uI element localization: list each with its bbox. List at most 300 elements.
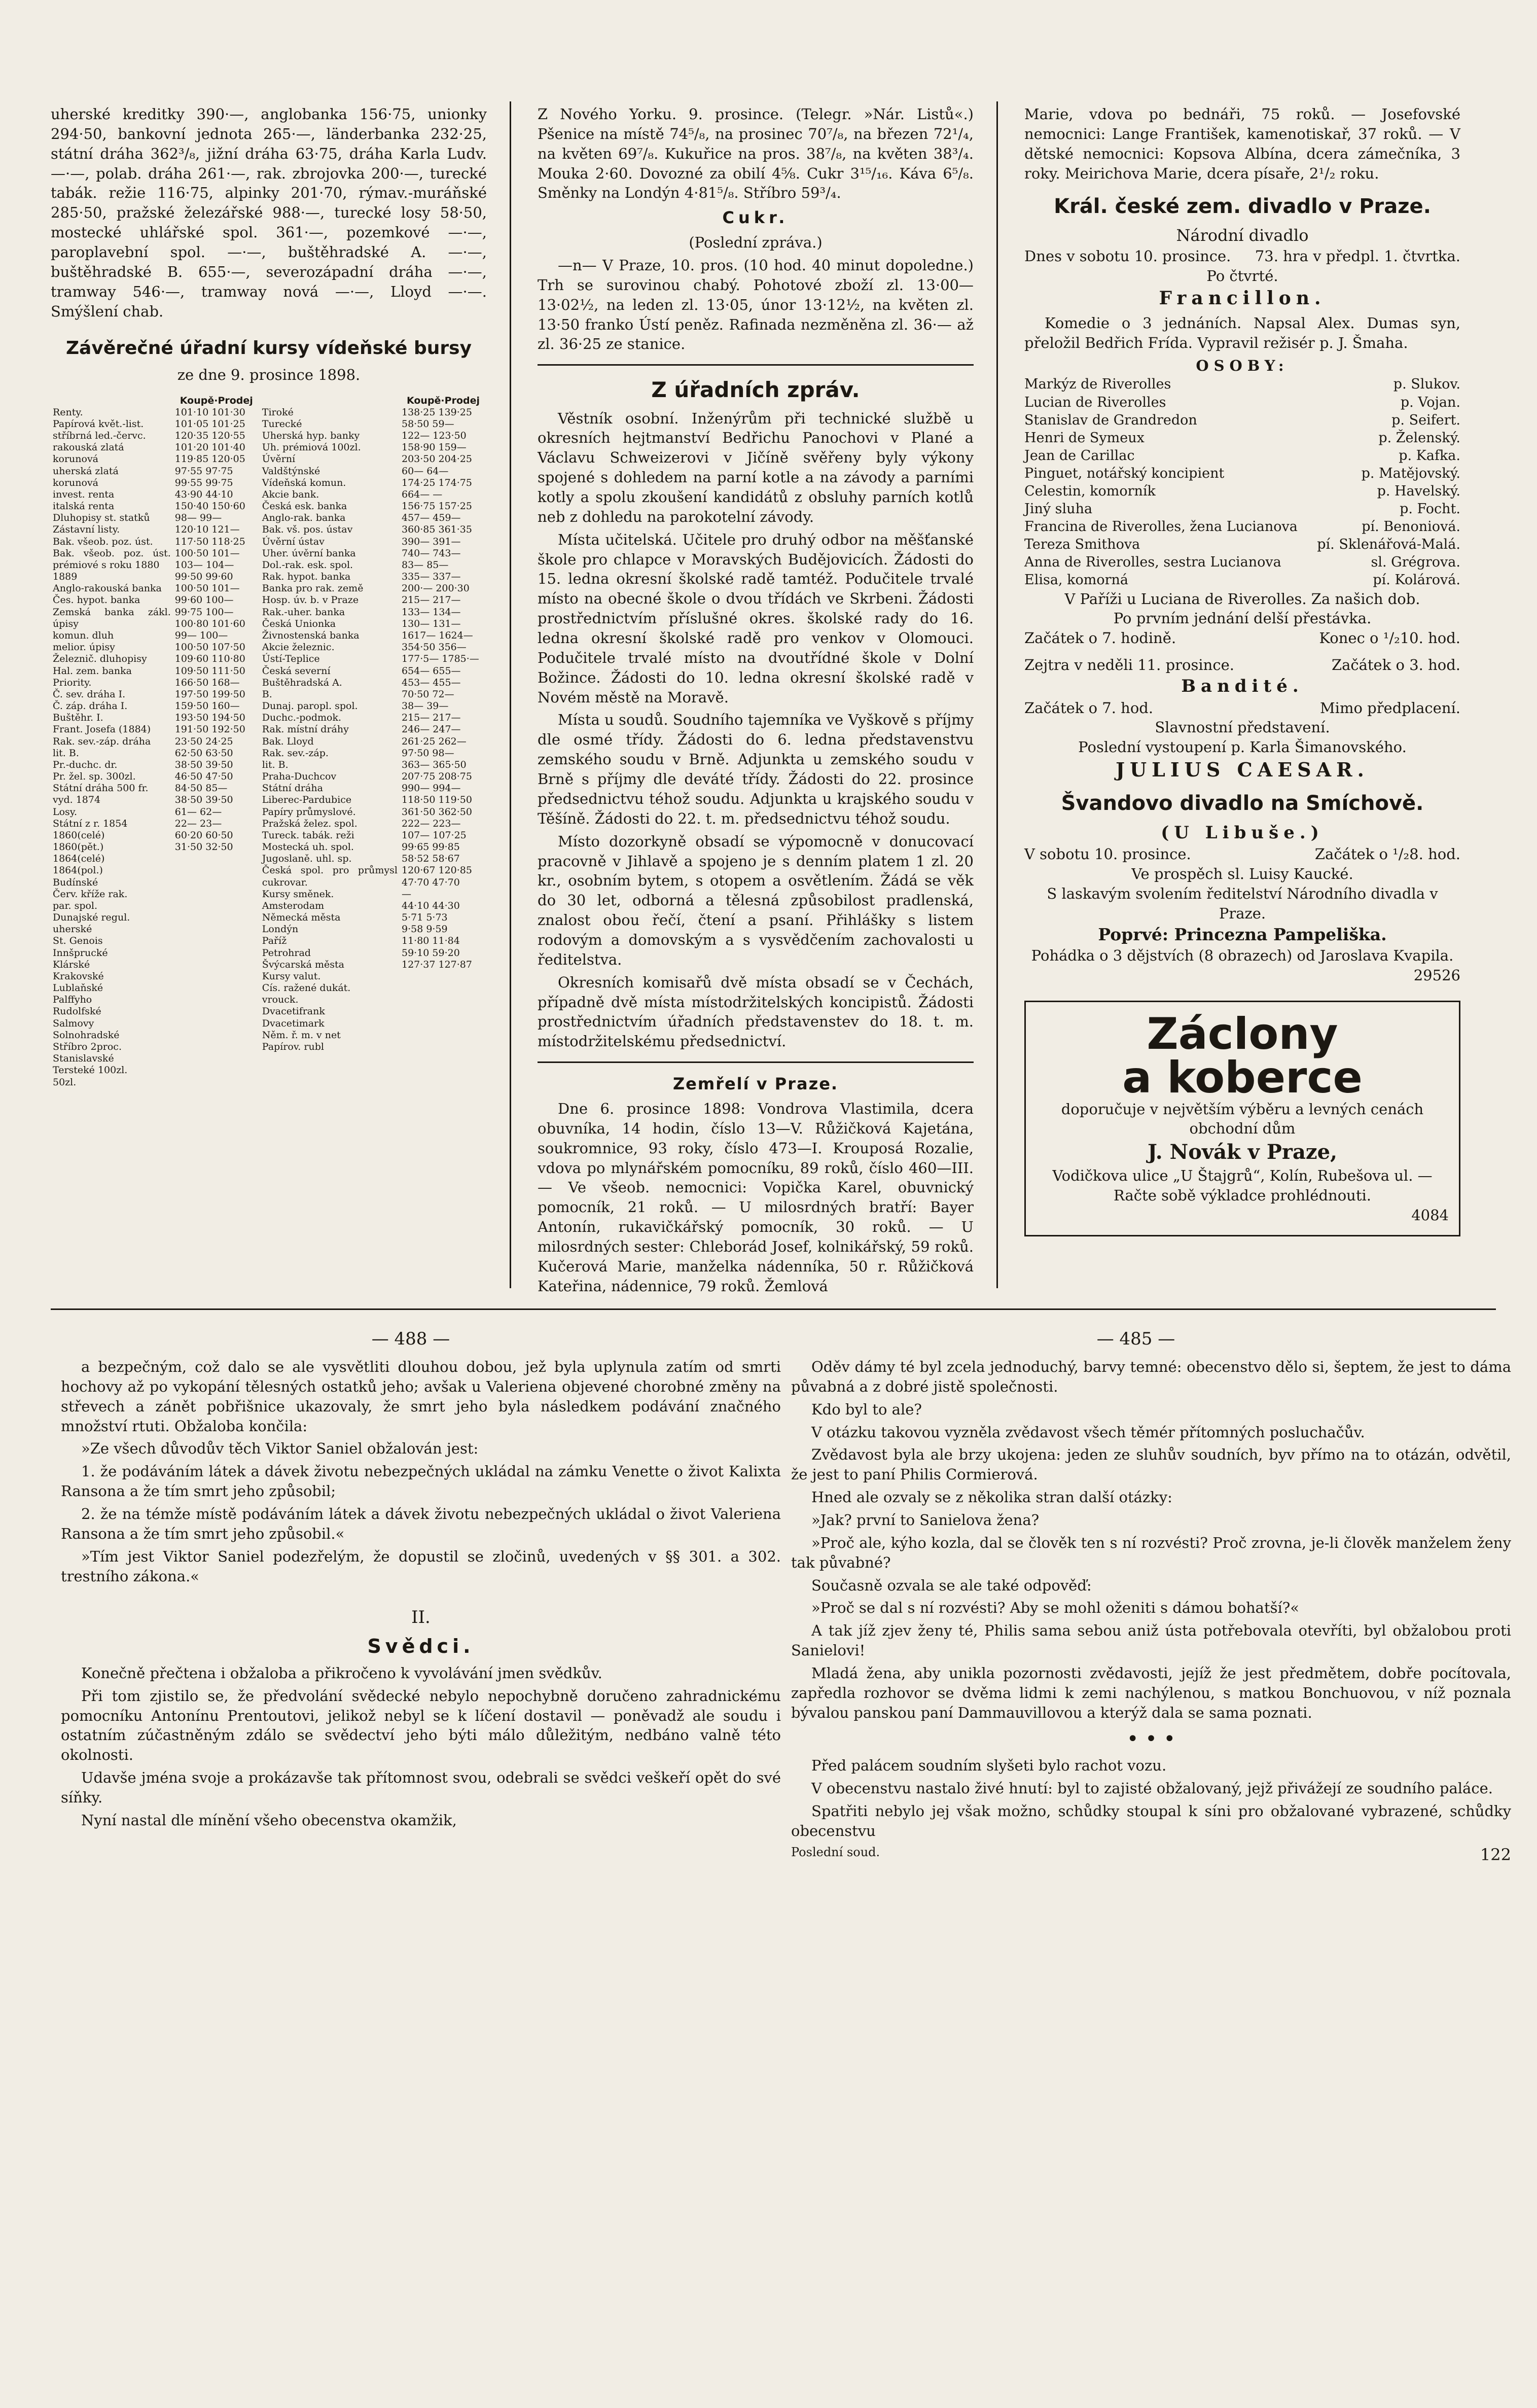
cast-row bbox=[1024, 394, 1460, 411]
kurs-value: 390— 391— bbox=[401, 536, 461, 547]
divider bbox=[538, 1061, 974, 1063]
cast-actor: p. Havelský. bbox=[1377, 483, 1460, 499]
kurs-label: Něm. ř. m. v net bbox=[262, 1029, 341, 1041]
kurs-value: 127·37 127·87 bbox=[401, 959, 472, 970]
kurs-label: Akcie železnic. bbox=[262, 642, 335, 653]
newspaper-page bbox=[51, 101, 1511, 2374]
kurs-label: Státní z r. 1854 bbox=[53, 818, 128, 829]
kurs-value: 138·25 139·25 bbox=[401, 406, 472, 418]
kurs-label: Londýn bbox=[262, 924, 299, 935]
kurs-label: 1864(pol.) bbox=[53, 865, 103, 876]
kurs-value: 133— 134— bbox=[401, 606, 461, 618]
cast-actor: p. Kafka. bbox=[1399, 447, 1460, 464]
para: »Tím jest Viktor Saniel podezřelým, že dopustil se zločinů, uvedených v §§ 301. a 302. trestního zákona.« bbox=[61, 1547, 781, 1585]
sv-date: V sobotu 10. prosince. bbox=[1024, 845, 1191, 863]
kurs-label: Krakovské bbox=[53, 970, 104, 982]
para: Kdo byl to ale? bbox=[811, 1400, 922, 1418]
kurs-left-labels bbox=[51, 407, 173, 1088]
kurs-label: Frant. Josefa (1884) bbox=[53, 724, 151, 735]
kurs-label: Stříbro 2proc. bbox=[53, 1041, 122, 1052]
kurs-date: ze dne 9. prosince 1898. bbox=[177, 366, 361, 383]
kurs-label: korunová bbox=[53, 453, 99, 465]
kurs-label: Dvacetimark bbox=[262, 1017, 325, 1029]
kurs-label: Rak. sev.-záp. dráha bbox=[53, 735, 151, 747]
cast-actor: p. Vojan. bbox=[1400, 394, 1460, 410]
kurs-value: 83— 85— bbox=[401, 559, 449, 571]
kurs-label: komun. dluh bbox=[53, 629, 114, 641]
para: 2. že na témže místě podáváním látek a dávek životu nebezpečných ukládal o život Valeriena Ransona a že tím smrt jeho způsobil.« bbox=[61, 1505, 781, 1542]
kurs-label: St. Genois bbox=[53, 935, 103, 947]
column-1 bbox=[51, 101, 487, 1088]
cast-row bbox=[1024, 553, 1460, 571]
para: V obecenstvu nastalo živé hnutí: byl to zajisté obžalovaný, jejž přivážejí ze soudního paláce. bbox=[811, 1780, 1493, 1797]
kurs-value: 101·10 101·30 bbox=[174, 406, 245, 418]
kurs-label: Rak. sev.-záp. bbox=[262, 747, 329, 759]
nd-last: Poslední vystoupení p. Karla Šimanovského. bbox=[1078, 738, 1407, 756]
kurs-value: 23·50 24·25 bbox=[174, 735, 233, 747]
kurs-value: 261·25 262— bbox=[401, 735, 467, 747]
kurs-value: 101·05 101·25 bbox=[174, 418, 245, 430]
kurs-label: Anglo-rakouská banka bbox=[53, 583, 162, 594]
kurs-label: Německá města bbox=[262, 912, 341, 924]
cast-actor: pí. Kolárová. bbox=[1373, 572, 1460, 588]
zemreli-title: Zemřelí v Praze. bbox=[672, 1074, 839, 1094]
kurs-value: 120·67 120·85 bbox=[401, 865, 472, 876]
cast-actor: p. Slukov. bbox=[1393, 376, 1460, 393]
cast-row bbox=[1024, 411, 1460, 429]
nd-first: Po prvním jednání delší přestávka. bbox=[1113, 610, 1372, 627]
kurs-label: vrouck. bbox=[262, 994, 299, 1006]
kurs-label: Solnohradské bbox=[53, 1029, 120, 1041]
kurs-label: Uher. úvěrní banka bbox=[262, 547, 356, 559]
kurs-value: 98— 99— bbox=[174, 512, 222, 524]
kurs-value: 97·50 98— bbox=[401, 747, 454, 759]
section-number: II. bbox=[411, 1607, 431, 1628]
kurs-label: Stanislavské bbox=[53, 1053, 114, 1065]
kurs-label: Innšprucké bbox=[53, 947, 108, 959]
kurs-value: 11·80 11·84 bbox=[401, 935, 460, 947]
kurs-label: rakouská zlatá bbox=[53, 442, 124, 453]
kurs-value: 664— — bbox=[401, 488, 443, 500]
kurs-value: 31·50 32·50 bbox=[174, 841, 233, 853]
kurs-label: invest. renta bbox=[53, 488, 115, 500]
kurs-value: 197·50 199·50 bbox=[174, 688, 245, 700]
kurs-value: 335— 337— bbox=[401, 571, 461, 583]
kurs-label: Státní dráha bbox=[262, 783, 323, 794]
kurs-label: Státní dráha 500 fr. bbox=[53, 783, 149, 794]
nd-play3: JULIUS CAESAR. bbox=[1116, 758, 1369, 782]
nd-desc: Komedie o 3 jednáních. Napsal Alex. Dumas syn, přeložil Bedřich Frída. Vypravil režisér p. J. Šmaha. bbox=[1024, 314, 1460, 351]
kurs-label: Dvacetifrank bbox=[262, 1006, 325, 1017]
page-number-left: — 488 — bbox=[371, 1329, 450, 1349]
kurs-value: 109·50 111·50 bbox=[174, 665, 245, 677]
kurs-label: Zemská banka zákl. úpisy bbox=[53, 606, 171, 629]
kurs-value: 22— 23— bbox=[174, 818, 222, 829]
column-2 bbox=[538, 101, 974, 1299]
nd-slav: Slavnostní představení. bbox=[1155, 719, 1330, 736]
kurs-label: Petrohrad bbox=[262, 947, 311, 959]
kurs-label: Cís. ražené dukát. bbox=[262, 982, 351, 994]
kurs-label: Palffyho bbox=[53, 994, 92, 1006]
nd-hra: 73. hra v předpl. 1. čtvrtka. bbox=[1255, 247, 1460, 265]
kurs-label: Tureck. tabák. reži bbox=[262, 829, 354, 841]
cast-actor: p. Želenský. bbox=[1378, 430, 1460, 446]
kurs-label: Valdštýnské bbox=[262, 465, 320, 477]
ad-line2: Vodičkova ulice „U Štajgrů“, Kolín, Rubešova ul. — Račte sobě výkladce prohlédnouti. bbox=[1052, 1166, 1433, 1204]
kurs-label: Česká Unionka bbox=[262, 618, 336, 629]
kurs-label: Hal. zem. banka bbox=[53, 665, 132, 677]
sv-num: 29526 bbox=[1413, 966, 1460, 984]
divider bbox=[538, 364, 974, 366]
kurs-label: Kursy valut. bbox=[262, 970, 321, 982]
kurs-label: Červ. kříže rak. bbox=[53, 888, 128, 900]
kurs-label: Vídeňská komun. bbox=[262, 477, 346, 488]
kurs-table bbox=[51, 395, 487, 1088]
kurs-label: 1889 bbox=[53, 571, 78, 583]
kurs-label: korunová bbox=[53, 477, 99, 488]
kurs-label: Železnič. dluhopisy bbox=[53, 653, 147, 665]
kurs-label: Papíry průmyslové. bbox=[262, 806, 356, 818]
kurs-value: 103— 104— bbox=[174, 559, 234, 571]
cast-row bbox=[1024, 536, 1460, 553]
nd-ctvrte: Po čtvrté. bbox=[1206, 267, 1278, 285]
cast-actor: pí. Benoniová. bbox=[1362, 519, 1460, 535]
para: Konečně přečtena i obžaloba a přikročeno k vyvolávání jmen svědkův. bbox=[81, 1664, 602, 1682]
kurs-value: 43·90 44·10 bbox=[174, 488, 233, 500]
kurs-value: 38— 39— bbox=[401, 700, 449, 712]
para: Hned ale ozvaly se z několika stran další otázky: bbox=[811, 1489, 1172, 1506]
kurs-label: stříbrná led.-červc. bbox=[53, 430, 146, 442]
kurs-label: Úvěrní ústav bbox=[262, 536, 325, 547]
cast-role: Henri de Symeux bbox=[1024, 430, 1145, 446]
newyork-report: Z Nového Yorku. 9. prosince. (Telegr. »Nár. Listů«.) Pšenice na místě 74⁵/₈, na prosinec 70⁷/₈, na březen 72¹/₄, na květen 69⁷/₈. Kukuřice na pros. 38⁷/₈, na květen 38³/₄. Mouka 2·60. Dovozné za obilí 4⅝. Cukr 3¹⁵/₁₆. Káva 6⁵/₈. Směnky na Londýn 4·81⁵/₈. Stříbro 59³/₄. bbox=[538, 105, 974, 202]
kurs-value: 97·55 97·75 bbox=[174, 465, 233, 477]
cast-row bbox=[1024, 482, 1460, 500]
kurs-label: Buštěhradská A. bbox=[262, 677, 342, 688]
ad-firm: J. Novák v Praze, bbox=[1147, 1140, 1338, 1164]
kurs-value: 59·10 59·20 bbox=[401, 947, 460, 959]
kurs-value: 100·80 101·60 bbox=[174, 618, 245, 629]
kurs-label: Papírová květ.-list. bbox=[53, 418, 144, 430]
kurs-label: Paříž bbox=[262, 935, 287, 947]
kurs-value: 159·50 160— bbox=[174, 700, 240, 712]
cast-actor: p. Matějovský. bbox=[1361, 465, 1460, 481]
kurs-right-values bbox=[400, 407, 487, 1088]
sv-ve: Ve prospěch sl. Luisy Kaucké. bbox=[1131, 865, 1353, 883]
para: Mladá žena, aby unikla pozornosti zvědavosti, jejíž že jest předmětem, dobře pocítovala, zapředla rozhovor se dvěma lidmi k zemi nachýlenou, s matkou Bonchuovou, v níž poznala bývalou panskou paní Dammauvillovou a kterýž dala se sama poznati. bbox=[791, 1665, 1511, 1721]
para: V otázku takovou vyzněla zvědavost všech těmér přítomných posluchačův. bbox=[811, 1423, 1365, 1441]
kurs-value: 101·20 101·40 bbox=[174, 442, 245, 453]
advert-box bbox=[1024, 1001, 1460, 1237]
zpravy-item: Místo dozorkyně obsadí se výpomocně v donucovací pracovně v Jihlavě a spojeno je s denním platem 1 zl. 20 kr., osobním bytem, s otopem a osvětlením. Žádá se věk do 30 let, odborná a tělesná způsobilost pradlenská, znalost obou řečí, čtení a psaní. Přihlášky s listem rodovým a domovským a s vysvědčením zachovalosti u ředitelstva. bbox=[538, 832, 974, 968]
nd-mimo: Mimo předplacení. bbox=[1319, 699, 1460, 717]
kurs-label: Rudolfské bbox=[53, 1006, 101, 1017]
kurs-label: uherská zlatá bbox=[53, 465, 119, 477]
kurs-value: 47·70 47·70 bbox=[401, 876, 460, 888]
kurs-value: 99·65 99·85 bbox=[401, 841, 460, 853]
cast-row bbox=[1024, 375, 1460, 393]
para: 1. že podáváním látek a dávek životu nebezpečných ukládal na zámku Venette o život Kalixta Ransona a že tím smrt jeho způsobil; bbox=[61, 1463, 781, 1500]
cast-actor: sl. Grégrova. bbox=[1371, 554, 1460, 571]
kurs-value: 99·50 99·60 bbox=[174, 571, 233, 583]
para: »Proč ale, kýho kozla, dal se člověk ten s ní rozvésti? Proč zrovna, je-li člověk manželem ženy tak půvabné? bbox=[791, 1534, 1511, 1571]
kurs-value: 60— 64— bbox=[401, 465, 449, 477]
kurs-label: Pr. žel. sp. 300zl. bbox=[53, 771, 136, 783]
kurs-label: Ústí-Teplice bbox=[262, 653, 320, 665]
kurs-label: uherské bbox=[53, 924, 92, 935]
kurs-label: Dol.-rak. esk. spol. bbox=[262, 559, 353, 571]
kurs-value: 246— 247— bbox=[401, 724, 461, 735]
cast-list bbox=[1024, 375, 1460, 589]
kurs-value: 100·50 107·50 bbox=[174, 642, 245, 653]
kurs-label: Duchc.-podmok. bbox=[262, 712, 342, 724]
bourse-report: uherské kreditky 390·—, anglobanka 156·75, unionky 294·50, bankovní jednota 265·—, länderbanka 232·25, státní dráha 362³/₈, jižní dráha 63·75, dráha Karla Ludv. —·—, polab. dráha 261·—, rak. zbrojovka 200·—, turecké tabák. režie 116·75, alpinky 201·70, rýmav.-muráňské 285·50, pražské železářské 988·—, turecké losy 58·50, mostecké uhlářské spol. 361·—, pozemkové —·—, paroplavební spol. —·—, buštěhradské A. —·—, buštěhradské B. 655·—, severozápadní dráha —·—, tramway 546·—, tramway nová —·—, Lloyd —·—. Smýšlení chab. bbox=[51, 105, 487, 320]
para: »Jak? první to Sanielova žena? bbox=[811, 1511, 1040, 1529]
nd-end: Konec o ¹/₂10. hod. bbox=[1319, 629, 1460, 647]
para: A tak jíž zjev ženy té, Philis sama sebou aniž ústa potřebovala otevříti, byl obžalobou proti Sanielovi! bbox=[791, 1622, 1511, 1659]
nd-tomorrow-start: Začátek o 3. hod. bbox=[1331, 656, 1460, 674]
kurs-value: 100·50 101— bbox=[174, 583, 240, 594]
cast-row bbox=[1024, 518, 1460, 536]
kurs-header: Koupě·Prodej bbox=[180, 395, 253, 406]
kurs-label: vyd. 1874 bbox=[53, 794, 101, 806]
kurs-value: 46·50 47·50 bbox=[174, 771, 233, 783]
kurs-label: Tiroké bbox=[262, 406, 294, 418]
kurs-value: 118·50 119·50 bbox=[401, 794, 472, 806]
kurs-value: 58·50 59— bbox=[401, 418, 454, 430]
kurs-value: 453— 455— bbox=[401, 677, 461, 688]
para: Oděv dámy té byl zcela jednoduchý, barvy temné: obecenstvo dělo si, šeptem, že jest to dáma půvabná a z dobré jistě společnosti. bbox=[791, 1358, 1511, 1395]
nd-tomorrow: Zejtra v neděli 11. prosince. bbox=[1024, 656, 1234, 674]
kurs-value: 70·50 72— bbox=[401, 688, 454, 700]
kurs-label: 1864(celé) bbox=[53, 853, 105, 865]
kurs-label: Dunaj. paropl. spol. bbox=[262, 700, 358, 712]
cast-role: Jean de Carillac bbox=[1024, 447, 1135, 464]
kurs-label: Jugoslaně. uhl. sp. bbox=[262, 853, 352, 865]
kurs-label: Papírov. rubl bbox=[262, 1041, 324, 1052]
kurs-value: 99·55 99·75 bbox=[174, 477, 233, 488]
kurs-value: 654— 655— bbox=[401, 665, 461, 677]
kurs-value: 200·— 200·30 bbox=[401, 583, 470, 594]
kurs-value: 215— 217— bbox=[401, 594, 461, 606]
kurs-value: 100·50 101— bbox=[174, 547, 240, 559]
kurs-label: Kursy směnek. bbox=[262, 888, 334, 900]
cast-row bbox=[1024, 500, 1460, 518]
zemreli-list: Dne 6. prosince 1898: Vondrova Vlastimila, dcera obuvníka, 14 hodin, číslo 13—V. Růžičková Kajetána, soukromnice, 93 roky, číslo 473—I. Krouposá Rozalie, vdova po mlynářském pomocníku, 89 roků, číslo 460—III. — Ve všeob. nemocnici: Vopička Karel, obuvnický pomocník, 21 roků. — U milosrdných bratří: Bayer Antonín, rukavičkářský pomocník, 30 roků. — U milosrdných sester: Chleborád Josef, kolnikářský, 59 roků. Kučerová Marie, manželka nádenníka, 50 r. Růžičková Kateřina, nádennice, 79 roků. Žemlová bbox=[538, 1100, 974, 1295]
kurs-title: Závěrečné úřadní kursy vídeňské bursy bbox=[65, 338, 472, 359]
kurs-value: 174·25 174·75 bbox=[401, 477, 472, 488]
kurs-label: Bak. všeob. poz. úst. bbox=[53, 536, 153, 547]
zpravy-title: Z úřadních zpráv. bbox=[651, 377, 860, 403]
kurs-label: 1860(pět.) bbox=[53, 841, 104, 853]
kurs-label: B. bbox=[262, 688, 272, 700]
zpravy-item: Věstník osobní. Inženýrům při technické službě u okresních hejtmanství Bedřichu Panochovi v Plané a Václavu Schweizerovi v Jičíně svěřeny byly výkony spojené s dohledem na parní kotle a na závody a parními kotly a spolu zkoušení kandidátů z obsluhy parních kotlů neb z dohledu na parokotelní závody. bbox=[538, 409, 974, 525]
kurs-left-values bbox=[173, 407, 260, 1088]
column-rule bbox=[996, 101, 998, 1288]
ad-title: Záclony bbox=[1147, 1008, 1338, 1059]
kurs-label: Uh. prémiová 100zl. bbox=[262, 442, 361, 453]
cast-row bbox=[1024, 447, 1460, 465]
kurs-value: 62·50 63·50 bbox=[174, 747, 233, 759]
nd-start: Začátek o 7. hodině. bbox=[1024, 629, 1176, 647]
kurs-value: 120·10 121— bbox=[174, 524, 240, 536]
para: Při tom zjistilo se, že předvolání svědecké nebylo nepochybně doručeno zahradnickému pomocníku Antonínu Prentoutovi, jelikož nebyl se k líčení dostavil — poněvadž ale soudu i ostatním zúčastněným zdálo se svědectví jeho býti málo důležitým, nedbáno valně této okolnosti. bbox=[61, 1687, 781, 1764]
kurs-value: 58·52 58·67 bbox=[401, 853, 460, 865]
cast-actor: pí. Sklenářová-Malá. bbox=[1317, 537, 1460, 553]
kurs-value: 84·50 85— bbox=[174, 783, 228, 794]
para: a bezpečným, což dalo se ale vysvětliti dlouhou dobou, jež byla uplynula zatím od smrti hochovy až po vykopání tělesných ostatků jeho; avšak u Valeriena objevené chorobné změny na střevech a zánět pobřišnice ukazovaly, že smrt jeho byla následkem podávání značného množství rtuti. Obžaloba končila: bbox=[61, 1358, 781, 1435]
kurs-value: 120·35 120·55 bbox=[174, 430, 245, 442]
para: »Ze všech důvodův těch Viktor Saniel obžalován jest: bbox=[81, 1440, 479, 1458]
kurs-value: 9·58 9·59 bbox=[401, 924, 448, 935]
cukr-subtitle: (Poslední zpráva.) bbox=[689, 234, 823, 252]
zpravy-item: Místa u soudů. Soudního tajemníka ve Vyškově s příjmy dle osmé třídy. Žádosti do 6. ledna představenstvu zemského soudu v Brně. Adjunkta u zemského soudu v Brně s příjmy dle deváté třídy. Žádosti do 22. prosince předsednictvu téhož soudu. Adjunkta u krajského soudu v Těšíně. Žádosti do 22. t. m. předsednictvu téhož soudu. bbox=[538, 711, 974, 827]
kurs-label: Banka pro rak. země bbox=[262, 583, 364, 594]
kurs-value: 99·75 100— bbox=[174, 606, 234, 618]
kurs-label: Rak. místní dráhy bbox=[262, 724, 349, 735]
kurs-label: Zástavní listy. bbox=[53, 524, 120, 536]
kurs-value: 38·50 39·50 bbox=[174, 794, 233, 806]
column-3 bbox=[1024, 101, 1460, 1236]
kurs-value: 457— 459— bbox=[401, 512, 461, 524]
kurs-label: Švýcarská města bbox=[262, 959, 344, 970]
kurs-value: 191·50 192·50 bbox=[174, 724, 245, 735]
kurs-label: Liberec-Pardubice bbox=[262, 794, 352, 806]
kurs-label: Akcie bank. bbox=[262, 488, 319, 500]
sv-play2: Poprvé: Princezna Pampeliška. bbox=[1098, 924, 1387, 944]
kurs-label: Turecké bbox=[262, 418, 302, 430]
para: Před palácem soudním slyšeti bylo rachot vozu. bbox=[811, 1757, 1167, 1775]
kurs-value: 166·50 168— bbox=[174, 677, 240, 688]
kurs-label: Buštěhr. I. bbox=[53, 712, 103, 724]
kurs-label: Č. sev. dráha I. bbox=[53, 688, 126, 700]
kurs-value: 119·85 120·05 bbox=[174, 453, 245, 465]
kurs-right-labels bbox=[260, 407, 400, 1088]
kurs-label: Dunajské regul. bbox=[53, 912, 130, 924]
kurs-label: 50zl. bbox=[53, 1076, 77, 1088]
kurs-label: Salmovy bbox=[53, 1017, 94, 1029]
nd-date: Dnes v sobotu 10. prosince. bbox=[1024, 247, 1231, 265]
kurs-label: Hosp. úv. b. v Praze bbox=[262, 594, 359, 606]
cast-role: Pinguet, notářský koncipient bbox=[1024, 465, 1225, 481]
deaths-continued: Marie, vdova po bednáři, 75 roků. — Josefovské nemocnici: Lange František, kamenotiskař, 37 roků. — V dětské nemocnici: Kopsova Albína, dcera zámečníka, 3 roky. Meirichova Marie, dcera písaře, 2¹/₂ roku. bbox=[1024, 105, 1460, 182]
cast-role: Elisa, komorná bbox=[1024, 572, 1128, 588]
cast-role: Tereza Smithova bbox=[1024, 537, 1140, 553]
sv-desc2: Pohádka o 3 dějstvích (8 obrazech) od Jaroslava Kvapila. bbox=[1031, 946, 1454, 964]
national-theatre-subtitle: Národní divadlo bbox=[1176, 226, 1309, 245]
kurs-value: 990— 994— bbox=[401, 783, 461, 794]
kurs-value: 117·50 118·25 bbox=[174, 536, 245, 547]
sv-start: Začátek o ¹/₂8. hod. bbox=[1314, 845, 1460, 863]
kurs-label: Rak. hypot. banka bbox=[262, 571, 351, 583]
cukr-title: Cukr. bbox=[722, 208, 789, 228]
kurs-label: par. spol. bbox=[53, 900, 98, 911]
page-number-right: — 485 — bbox=[1096, 1329, 1175, 1349]
kurs-label: Lublaňské bbox=[53, 982, 103, 994]
nd-osoby: OSOBY: bbox=[1196, 357, 1289, 374]
section-title: Svědci. bbox=[367, 1635, 475, 1657]
cast-role: Jiný sluha bbox=[1024, 501, 1093, 517]
kurs-label: Živnostenská banka bbox=[262, 629, 360, 641]
zpravy-item: Okresních komisařů dvě místa obsadí se v Čechách, případně dvě místa místodržitelských koncipistů. Žádosti prostřednictvím úřadních představenstev do 18. t. m. místodržitelskému předsednictví. bbox=[538, 973, 974, 1050]
kurs-value: 360·85 361·35 bbox=[401, 524, 472, 536]
kurs-label: Čes. hypot. banka bbox=[53, 594, 140, 606]
kurs-label: Rak.-uher. banka bbox=[262, 606, 345, 618]
sv-desc: S laskavým svolením ředitelství Národního divadla v Praze. bbox=[1047, 884, 1438, 922]
column-rule bbox=[510, 101, 511, 1288]
nd-place: V Paříži u Luciana de Riverolles. Za našich dob. bbox=[1064, 590, 1420, 608]
kurs-value: 158·90 159— bbox=[401, 442, 467, 453]
kurs-label: Dluhopisy st. statků bbox=[53, 512, 150, 524]
kurs-label: lit. B. bbox=[53, 747, 79, 759]
kurs-value: 5·71 5·73 bbox=[401, 912, 448, 924]
kurs-value: 38·50 39·50 bbox=[174, 759, 233, 770]
kurs-label: Mostecká uh. spol. bbox=[262, 841, 354, 853]
kurs-label: Úvěrní bbox=[262, 453, 296, 465]
kurs-value: 44·10 44·30 bbox=[401, 900, 460, 911]
kurs-label: lit. B. bbox=[262, 759, 289, 770]
para: Spatřiti nebylo jej však možno, schůdky stoupal k síni pro obžalované vybrazené, schůdky obecenstvu bbox=[791, 1802, 1511, 1839]
page-divider bbox=[51, 1308, 1496, 1310]
serial-right bbox=[791, 1354, 1511, 1866]
kurs-value: 207·75 208·75 bbox=[401, 771, 472, 783]
kurs-label: Praha-Duchcov bbox=[262, 771, 337, 783]
kurs-label: Pr.-duchc. dr. bbox=[53, 759, 118, 770]
kurs-value: 150·40 150·60 bbox=[174, 501, 245, 512]
kurs-label: Uherská hyp. banky bbox=[262, 430, 360, 442]
kurs-label: Priority. bbox=[53, 677, 92, 688]
separator-dots: • • • bbox=[1126, 1727, 1176, 1751]
kurs-label: Bak. vš. pos. ústav bbox=[262, 524, 353, 536]
kurs-value: — bbox=[401, 888, 411, 900]
kurs-label: Česká severní bbox=[262, 665, 331, 677]
kurs-label: Renty. bbox=[53, 406, 83, 418]
kurs-value: 177·5— 1785·— bbox=[401, 653, 479, 665]
kurs-value: 107— 107·25 bbox=[401, 829, 467, 841]
cast-role: Francina de Riverolles, žena Lucianova bbox=[1024, 519, 1298, 535]
para: Současně ozvala se ale také odpověď: bbox=[811, 1576, 1092, 1594]
para: »Proč se dal s ní rozvésti? Aby se mohl oženiti s dámou bohatší?« bbox=[811, 1599, 1300, 1617]
nd-play2: Bandité. bbox=[1181, 676, 1304, 696]
kurs-value: 109·60 110·80 bbox=[174, 653, 245, 665]
kurs-label: italská renta bbox=[53, 501, 115, 512]
ad-subtitle: a koberce bbox=[1122, 1052, 1363, 1103]
cast-row bbox=[1024, 429, 1460, 447]
kurs-label: Anglo-rak. banka bbox=[262, 512, 346, 524]
kurs-value: 60·20 60·50 bbox=[174, 829, 233, 841]
kurs-label: Česká spol. pro průmysl cukrovar. bbox=[262, 865, 398, 888]
cukr-report: —n— V Praze, 10. pros. (10 hod. 40 minut dopoledne.) Trh se surovinou chabý. Pohotové zboží zl. 13·00—13·02½, na leden zl. 13·05, únor 13·12½, na květen zl. 13·50 franko Ústí peněz. Rafinada nezměněna zl. 36·— až zl. 36·25 ze stanice. bbox=[538, 257, 974, 353]
cast-role: Anna de Riverolles, sestra Lucianova bbox=[1024, 554, 1281, 571]
kurs-value: 740— 743— bbox=[401, 547, 461, 559]
national-theatre-title: Král. české zem. divadlo v Praze. bbox=[1054, 195, 1431, 219]
nd-start2: Začátek o 7. hod. bbox=[1024, 699, 1154, 717]
kurs-value: 130— 131— bbox=[401, 618, 461, 629]
cast-role: Celestin, komorník bbox=[1024, 483, 1156, 499]
kurs-label: Česká esk. banka bbox=[262, 501, 347, 512]
kurs-value: 99·60 100— bbox=[174, 594, 234, 606]
cast-role: Markýz de Riverolles bbox=[1024, 376, 1171, 393]
kurs-label: Č. záp. dráha I. bbox=[53, 700, 128, 712]
footer-label: Poslední soud. bbox=[791, 1845, 880, 1859]
kurs-value: 363— 365·50 bbox=[401, 759, 467, 770]
kurs-value: 122— 123·50 bbox=[401, 430, 467, 442]
para: Zvědavost byla ale brzy ukojena: jeden ze sluhův soudních, byv přímo na to otázán, odvětil, že jest to paní Philis Cormierová. bbox=[791, 1446, 1511, 1483]
zpravy-item: Místa učitelská. Učitele pro druhý odbor na měšťanské škole pro chlapce v Moravských Budějovicích. Žádosti do 15. ledna okresní školské radě tamtéž. Podučitele trvalé místo na obecné škole o dvou třídách ve Skrbeni. Žádosti prostřednictvím příslušné okres. školské rady do 16. ledna okresní školské radě pro venkov v Olomouci. Podučitele trvalé místo na dvoutřídné škole v Dolní Božince. Žádosti do 10. ledna okresní školské radě v Novém městě na Moravě. bbox=[538, 530, 974, 706]
ad-num: 4084 bbox=[1411, 1206, 1449, 1224]
cast-role: Lucian de Riverolles bbox=[1024, 394, 1166, 410]
cast-row bbox=[1024, 571, 1460, 589]
